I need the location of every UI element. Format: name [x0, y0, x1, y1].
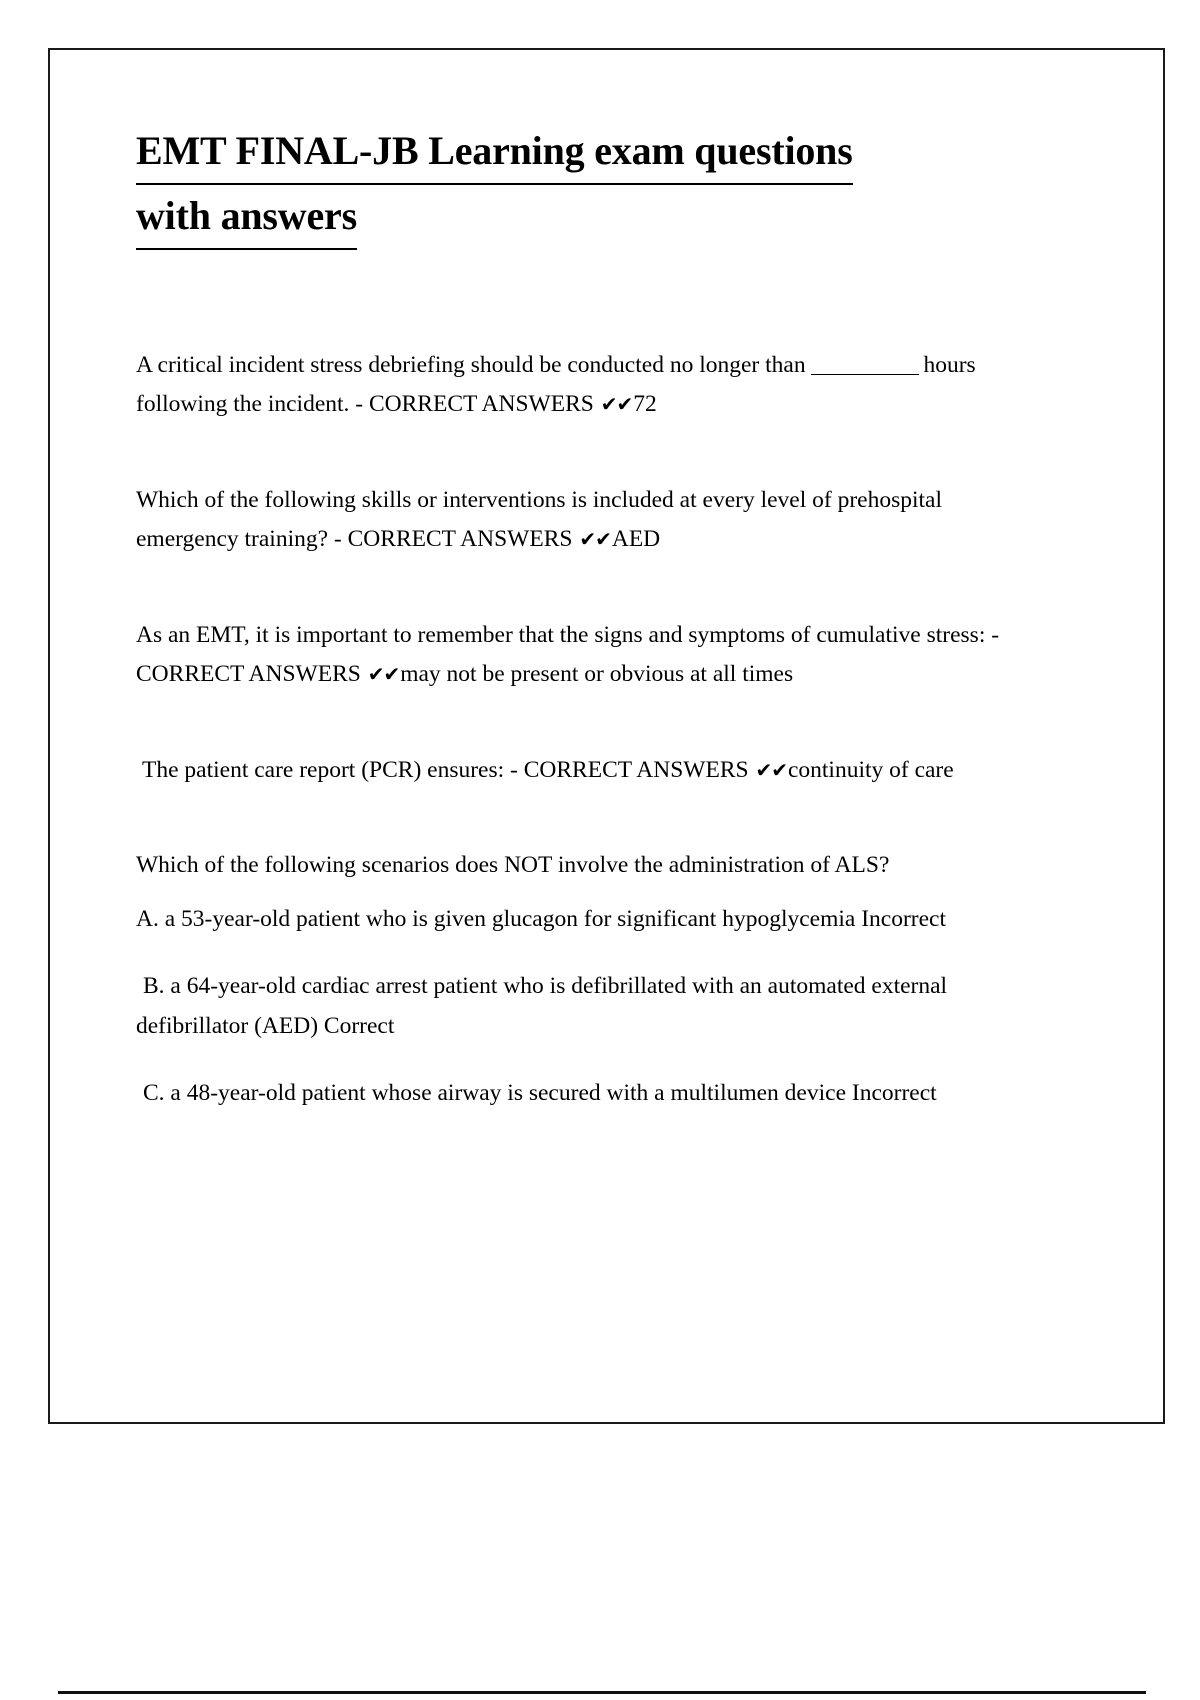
page-title-line-2: with answers [136, 185, 357, 250]
multiple-choice-question [136, 846, 1109, 1113]
multiple-choice-option-c: C. a 48-year-old patient whose airway is secured with a multilumen device Incorrect [143, 1080, 937, 1107]
check-mark-icon: ✔✔ [579, 527, 611, 552]
check-mark-icon: ✔✔ [367, 662, 400, 687]
page-footer-divider [58, 1691, 1146, 1694]
qa-item-4-answer: continuity of care [787, 756, 954, 783]
multiple-choice-option-b: B. a 64-year-old cardiac arrest patient who is defibrillated with an automated external defibrillator (AED) Correct [136, 973, 948, 1039]
document-page-sheet [48, 48, 1165, 1424]
qa-item-3 [136, 616, 1016, 695]
qa-item-1-answer: 72 [633, 391, 657, 418]
multiple-choice-option-a: A. a 53-year-old patient who is given glucagon for significant hypoglycemia Incorrect [136, 905, 947, 932]
qa-item-2-answer: AED [611, 526, 661, 553]
question-answer-list [136, 346, 1109, 1114]
qa-item-3-question: As an EMT, it is important to remember that the signs and symptoms of cumulative stress: - CORRECT ANSWERS [136, 621, 1000, 688]
multiple-choice-stem: Which of the following scenarios does NOT involve the administration of ALS? [136, 852, 890, 879]
check-mark-icon: ✔✔ [755, 757, 787, 782]
qa-item-2 [136, 481, 1016, 560]
document-content-area [136, 120, 1109, 1142]
qa-item-2-question: Which of the following skills or interventions is included at every level of prehospital emergency training? - CORRECT ANSWERS [136, 486, 942, 553]
qa-item-1-question-part-1: A critical incident stress debriefing should be conducted no longer than [136, 352, 806, 378]
page-title [136, 120, 1016, 250]
qa-item-1 [136, 346, 1016, 425]
qa-item-1-fill-in-blank [811, 374, 919, 375]
qa-item-3-answer: may not be present or obvious at all times [400, 661, 794, 688]
check-mark-icon: ✔✔ [600, 392, 633, 417]
qa-item-4 [136, 751, 1016, 790]
qa-item-4-question: The patient care report (PCR) ensures: - CORRECT ANSWERS [142, 756, 749, 783]
page-title-line-1: EMT FINAL-JB Learning exam questions [136, 120, 853, 185]
qa-item-1-question-part-2: hours following the incident. - CORRECT ANSWERS [136, 352, 976, 418]
